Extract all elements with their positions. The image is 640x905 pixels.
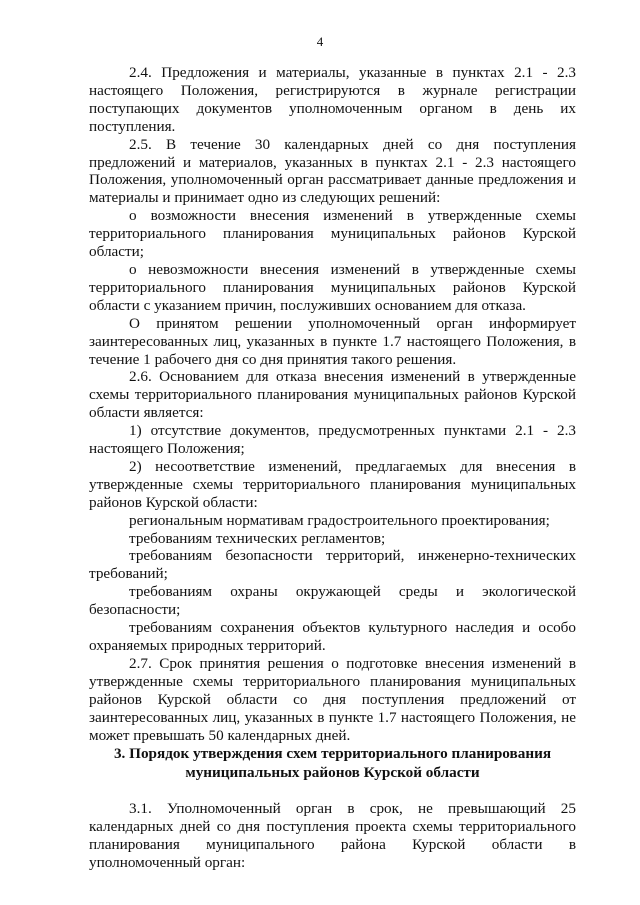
paragraph-2-5-option-impossible: о невозможности внесения изменений в утвержденные схемы территориального планирования муниципальных районов Курской области с указанием причин, послуживших основанием для отказа. — [89, 260, 576, 314]
paragraph-2-6-item-2-territory-safety: требованиям безопасности территорий, инженерно-технических требований; — [89, 547, 576, 583]
section-3-title-line-1: 3. Порядок утверждения схем территориального планирования — [113, 745, 552, 763]
paragraph-2-6-item-2: 2) несоответствие изменений, предлагаемых для внесения в утвержденные схемы территориального планирования муниципальных районов Курской области: — [89, 457, 576, 511]
paragraph-2-6-item-2-environment: требованиям охраны окружающей среды и экологической безопасности; — [89, 583, 576, 619]
paragraph-3-1: 3.1. Уполномоченный орган в срок, не превышающий 25 календарных дней со дня поступления проекта схемы территориального планирования муниципального района Курской области в уполномоченный орган: — [89, 800, 576, 872]
paragraph-2-6-item-1: 1) отсутствие документов, предусмотренных пунктами 2.1 - 2.3 настоящего Положения; — [89, 422, 576, 458]
page-number: 4 — [316, 34, 324, 49]
paragraph-2-7: 2.7. Срок принятия решения о подготовке внесения изменений в утвержденные схемы территориального планирования муниципальных районов Курской области со дня поступления предложений от заинтересованных лиц, указанных в пункте 1.7 настоящего Положения, не может превышать 50 календарных дней. — [89, 654, 576, 744]
section-3-title-line-2: муниципальных районов Курской области — [185, 764, 480, 782]
document-body — [89, 64, 576, 872]
section-3-title — [89, 744, 576, 782]
paragraph-2-4: 2.4. Предложения и материалы, указанные в пунктах 2.1 - 2.3 настоящего Положения, регистрируются в журнале регистрации поступающих документов уполномоченным органом в день их поступления. — [89, 64, 576, 135]
paragraph-2-6-item-2-regional-norms: региональным нормативам градостроительного проектирования; — [129, 511, 550, 529]
paragraph-2-6-item-2-technical-regulations: требованиям технических регламентов; — [129, 529, 386, 547]
paragraph-2-6-item-2-cultural-heritage: требованиям сохранения объектов культурного наследия и особо охраняемых природных территорий. — [89, 619, 576, 654]
paragraph-2-5-option-possible: о возможности внесения изменений в утвержденные схемы территориального планирования муниципальных районов Курской области; — [89, 207, 576, 261]
paragraph-2-6: 2.6. Основанием для отказа внесения изменений в утвержденные схемы территориального планирования муниципальных районов Курской области является: — [89, 368, 576, 422]
paragraph-2-5: 2.5. В течение 30 календарных дней со дня поступления предложений и материалов, указанных в пунктах 2.1 - 2.3 настоящего Положения, уполномоченный орган рассматривает данные предложения и материалы и принимает одно из следующих решений: — [89, 135, 576, 207]
paragraph-2-5-notification: О принятом решении уполномоченный орган информирует заинтересованных лиц, указанных в пункте 1.7 настоящего Положения, в течение 1 рабочего дня со дня принятия такого решения. — [89, 314, 576, 368]
